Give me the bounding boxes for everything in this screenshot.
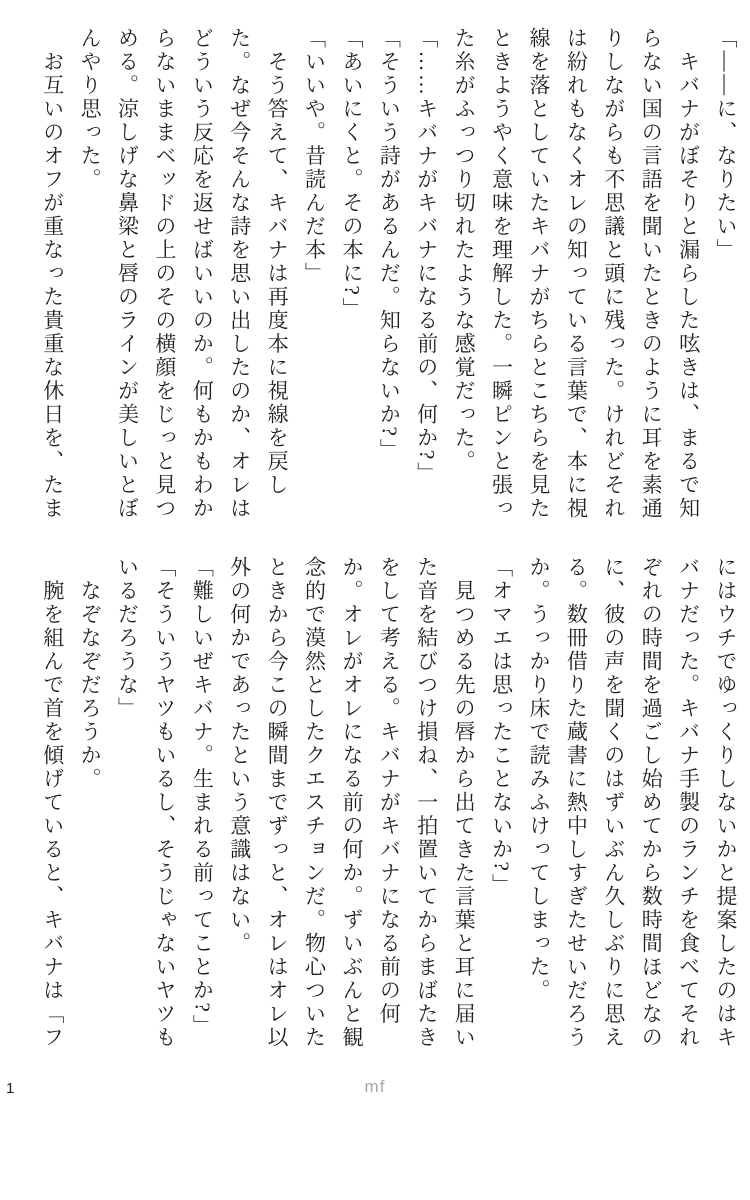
upper-text-block (33, 27, 744, 525)
text-column: 「いいや。昔読んだ本」 (302, 27, 327, 286)
text-column: か。オレがオレになる前の何か。ずいぶんと観 (339, 556, 364, 1050)
text-column: そう答えて、キバナは再度本に視線を戻し (265, 27, 290, 497)
text-column: に、彼の声を聞くのはずいぶん久しぶりに思え (601, 556, 626, 1050)
text-column: か。うっかり床で読みふけってしまった。 (526, 556, 551, 1003)
text-column: お互いのオフが重なった貴重な休日を、たま (40, 27, 65, 521)
lower-text-block (33, 556, 744, 1054)
text-column: 念的で漠然としたクエスチョンだ。物心ついた (302, 556, 327, 1050)
text-column: キバナがぼそりと漏らした呟きは、まるで知 (676, 27, 701, 521)
text-column: にはウチでゆっくりしないかと提案したのはキ (714, 556, 738, 1050)
text-column: ぞれの時間を過ごし始めてから数時間ほどなの (639, 556, 664, 1050)
text-column: 「難しいぜキバナ。生まれる前ってことか?」 (190, 556, 215, 1038)
text-column: らない国の言語を聞いたときのように耳を素通 (639, 27, 664, 521)
text-column: らないままベッドの上のその横顔をじっと見つ (152, 27, 177, 521)
text-column: 「そういうヤツもいるし、そうじゃないヤツも (152, 556, 177, 1050)
text-column: 「オマエは思ったことないか?」 (489, 556, 514, 897)
text-column: ときようやく意味を理解した。一瞬ピンと張っ (489, 27, 514, 521)
watermark-logo: mf (364, 1077, 386, 1096)
text-column: バナだった。キバナ手製のランチを食べてそれ (676, 556, 701, 1050)
text-column: どういう反応を返せばいいのか。何もかもわか (190, 27, 215, 521)
text-column: た音を結びつけ損ね、一拍置いてからまばたき (414, 556, 439, 1050)
text-column: 「――に、なりたい」 (714, 27, 738, 262)
text-column: なぞなぞだろうか。 (78, 556, 103, 791)
page-number: 1 (6, 1080, 15, 1097)
text-column: いるだろうな」 (115, 556, 140, 721)
text-column: 腕を組んで首を傾げていると、キバナは「フ (40, 556, 65, 1050)
text-column: 見つめる先の唇から出てきた言葉と耳に届い (452, 556, 477, 1050)
text-column: ときから今この瞬間までずっと、オレはオレ以 (265, 556, 290, 1050)
text-column: んやり思った。 (78, 27, 103, 192)
text-column: る。数冊借りた蔵書に熱中しすぎたせいだろう (564, 556, 589, 1050)
text-column: 「あいにくと。その本に?」 (339, 27, 364, 321)
text-column: 「そういう詩があるんだ。知らないか?」 (377, 27, 402, 462)
text-column: た。なぜ今そんな詩を思い出したのか、オレは (227, 27, 252, 521)
text-column: 線を落としていたキバナがちらとこちらを見た (526, 27, 551, 521)
text-column: た糸がふっつり切れたような感覚だった。 (452, 27, 477, 474)
text-column: 「……キバナがキバナになる前の、何か?」 (414, 27, 439, 486)
text-column: は紛れもなくオレの知っている言葉で、本に視 (564, 27, 589, 521)
text-column: りしながらも不思議と頭に残った。けれどそれ (601, 27, 626, 521)
text-column: 外の何かであったという意識はない。 (227, 556, 252, 956)
text-column: める。涼しげな鼻梁と唇のラインが美しいとぼ (115, 27, 140, 521)
text-column: をして考える。キバナがキバナになる前の何 (377, 556, 402, 1026)
